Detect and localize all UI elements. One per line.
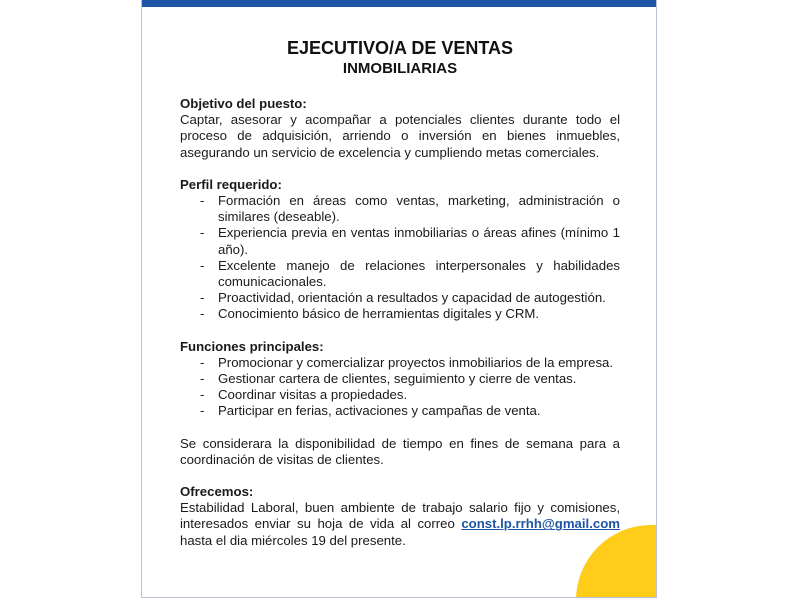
offer-text: Estabilidad Laboral, buen ambiente de trabajo salario fijo y comisiones, interesados enviar su hoja de vida al correo const.lp.rrhh@gmail.com hasta el dia miércoles 19 del presente.	[180, 500, 620, 548]
objective-heading: Objetivo del puesto:	[180, 96, 307, 111]
email-link[interactable]: const.lp.rrhh@gmail.com	[461, 516, 620, 532]
profile-list	[180, 193, 620, 323]
header-bar	[142, 0, 656, 7]
objective-text: Captar, asesorar y acompañar a potenciales clientes durante todo el proceso de adquisición, arriendo o inversión en bienes inmuebles, asegurando un servicio de excelencia y cumpliendo metas comerciales.	[180, 112, 620, 160]
offer-heading: Ofrecemos:	[180, 484, 254, 500]
document-content	[180, 38, 620, 549]
list-item: - Promocionar y comercializar proyectos inmobiliarios de la empresa.	[200, 354, 614, 370]
list-item: - Excelente manejo de relaciones interpersonales y habilidades comunicacionales.	[200, 257, 620, 290]
list-item: - Conocimiento básico de herramientas digitales y CRM.	[200, 306, 540, 322]
profile-heading: Perfil requerido:	[180, 176, 282, 192]
list-item: - Gestionar cartera de clientes, seguimiento y cierre de ventas.	[200, 371, 577, 387]
document-page	[141, 0, 657, 598]
list-item: - Formación en áreas como ventas, marketing, administración o similares (deseable).	[200, 193, 620, 225]
list-item: - Participar en ferias, activaciones y campañas de venta.	[200, 403, 541, 419]
list-item: - Proactividad, orientación a resultados y capacidad de autogestión.	[200, 290, 606, 306]
functions-heading: Funciones principales:	[180, 338, 324, 354]
page-title: EJECUTIVO/A DE VENTAS	[286, 38, 514, 58]
availability-text: Se considerara la disponibilidad de tiempo en fines de semana para a coordinación de visitas de clientes.	[180, 435, 620, 467]
list-item: - Experiencia previa en ventas inmobiliarias o áreas afines (mínimo 1 año).	[200, 225, 620, 257]
functions-list	[180, 355, 620, 420]
list-item: - Coordinar visitas a propiedades.	[200, 387, 408, 403]
page-subtitle: INMOBILIARIAS	[342, 60, 458, 77]
